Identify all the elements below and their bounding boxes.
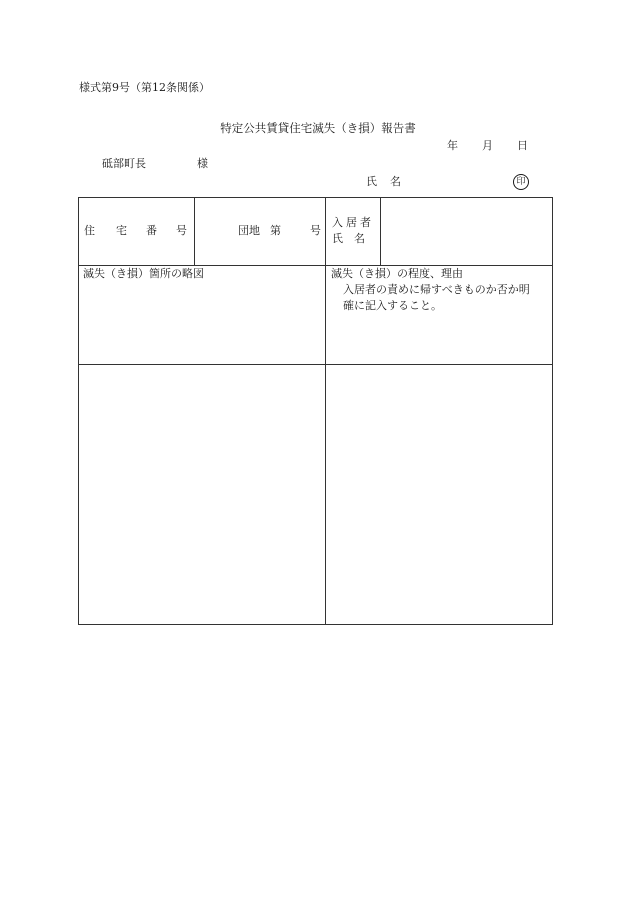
resident-label: 入居者 bbox=[332, 216, 374, 229]
complex-go-label: 号 bbox=[310, 224, 321, 237]
name-label-first: 氏 bbox=[366, 175, 377, 188]
complex-label: 団地 bbox=[238, 224, 260, 237]
date-month-label: 月 bbox=[482, 139, 493, 152]
reason-area[interactable] bbox=[326, 365, 552, 624]
house-number-label-3: 番 bbox=[146, 224, 157, 237]
sketch-area[interactable] bbox=[79, 365, 325, 624]
form-number: 様式第9号（第12条関係） bbox=[79, 81, 210, 94]
column-divider-house bbox=[194, 197, 195, 265]
reason-label: 滅失（き損）の程度、理由 bbox=[331, 267, 463, 280]
date-year-label: 年 bbox=[447, 139, 458, 152]
name-label-second: 名 bbox=[390, 175, 401, 188]
reason-note-line2: 確に記入すること。 bbox=[343, 299, 442, 312]
column-divider-resident bbox=[380, 197, 381, 265]
house-number-label-4: 号 bbox=[176, 224, 187, 237]
complex-number-label: 第 bbox=[270, 224, 281, 237]
seal-icon: 印 bbox=[513, 174, 529, 190]
resident-name-label: 氏 名 bbox=[332, 232, 365, 245]
document-title: 特定公共賃貸住宅滅失（き損）報告書 bbox=[220, 121, 416, 135]
table-bottom-border bbox=[78, 624, 553, 625]
addressee: 砥部町長 bbox=[102, 157, 146, 170]
date-day-label: 日 bbox=[517, 139, 528, 152]
reason-note-line1: 入居者の責めに帰すべきものか否か明 bbox=[343, 283, 530, 296]
honorific: 様 bbox=[197, 157, 208, 170]
table-right-border bbox=[552, 197, 553, 625]
house-number-label-1: 住 bbox=[84, 224, 95, 237]
table-top-border bbox=[78, 197, 553, 198]
sketch-label: 滅失（き損）箇所の略図 bbox=[83, 267, 204, 280]
house-number-label-2: 宅 bbox=[116, 224, 127, 237]
